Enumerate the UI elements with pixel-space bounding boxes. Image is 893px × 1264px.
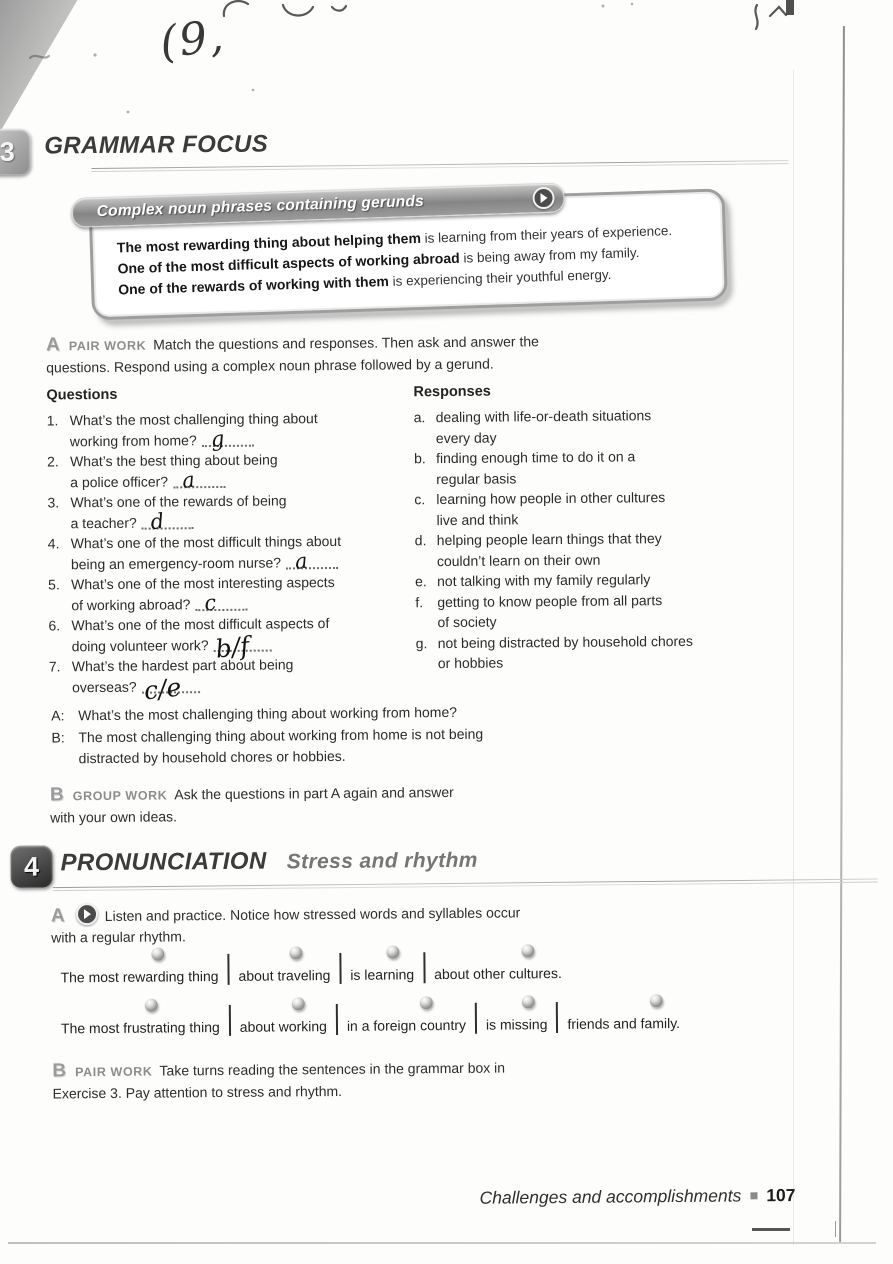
question-item: 7. What’s the hardest part about being overseas? c/e [48, 656, 294, 706]
question-number: 2. [46, 453, 59, 470]
page-number: 107 [766, 1184, 796, 1206]
grammar-example: One of the rewards of working with them is experiencing their youthful energy. [117, 266, 612, 298]
pair-work-label: PAIR WORK [75, 1064, 153, 1080]
instruction-line: Take turns reading the sentences in the grammar box in [159, 1059, 506, 1079]
questions-heading: Questions [46, 386, 118, 404]
section-number-badge [0, 129, 31, 175]
question-item: 4. What’s one of the most difficult things about being an emergency-room nurse? a [47, 532, 342, 574]
handwritten-answer: a [293, 548, 309, 574]
response-item: e. not talking with my family regularly [415, 568, 798, 592]
section-3-header [0, 123, 890, 191]
answer-blank [202, 426, 254, 452]
page-footer [480, 1185, 796, 1209]
response-item: b. finding enough time to do it on a regular basis [414, 445, 797, 489]
handwritten-answer: a [180, 467, 196, 493]
question-item: 6. What’s one of the most difficult aspects of doing volunteer work? b/f [48, 615, 330, 664]
handwritten-answer: b/f [214, 631, 251, 664]
answer-blank [195, 590, 247, 616]
response-item: a. dealing with life-or-death situations every day [414, 404, 797, 448]
listening-instructions [51, 898, 671, 948]
stress-bullet [521, 995, 534, 1008]
instruction-line: Ask the questions in part A again and answer [174, 783, 454, 803]
answer-blank [173, 467, 225, 493]
match-exercise [46, 381, 799, 706]
question-item: 1. What’s the most challenging thing about working from home? g [46, 410, 318, 452]
part-letter: B [52, 1060, 67, 1082]
header-rule [91, 160, 788, 172]
part-letter: B [49, 784, 64, 806]
stress-bullet [521, 944, 534, 957]
answer-blank [286, 548, 338, 574]
question-number: 4. [47, 535, 60, 552]
question-number: 3. [47, 494, 60, 511]
question-item: 5. What’s one of the most interesting aspects of working abroad? c [48, 573, 335, 616]
response-letter: c. [414, 491, 426, 508]
handwritten-answer: c/e [142, 672, 183, 706]
questions-column [46, 384, 416, 706]
instruction-line: with your own ideas. [50, 808, 178, 826]
instruction-line: questions. Respond using a complex noun phrase followed by a gerund. [46, 355, 494, 376]
section-title: PRONUNCIATION Stress and rhythm [60, 847, 478, 877]
stress-bullet [292, 997, 305, 1010]
instruction-line: Exercise 3. Pay attention to stress and rhythm. [52, 1082, 343, 1102]
stress-chunk: is learning [340, 944, 424, 987]
response-letter: d. [414, 532, 427, 549]
question-number: 1. [46, 412, 59, 429]
stress-chunk: is missing [476, 994, 558, 1037]
handwritten-answer: c [203, 590, 218, 616]
response-letter: a. [413, 409, 426, 426]
instruction-line: Listen and practice. Notice how stressed words and syllables occur [104, 904, 521, 924]
stress-chunk: The most rewarding thing [60, 946, 228, 989]
chapter-title: Challenges and accomplishments [479, 1185, 742, 1208]
footer-separator-square [750, 1192, 757, 1199]
section-4-header [2, 838, 893, 906]
speaker-label: B: [51, 728, 65, 745]
response-item: f. getting to know people from all parts of society [415, 588, 798, 632]
example-dialogue [51, 701, 612, 770]
stress-sentence [60, 943, 572, 989]
response-item: c. learning how people in other cultures live and think [414, 486, 797, 530]
grammar-box [89, 188, 728, 320]
instruction-line: Match the questions and responses. Then ask and answer the [153, 333, 539, 353]
stress-chunk: about working [229, 996, 337, 1039]
handwritten-answer: d [149, 508, 166, 535]
section-title: GRAMMAR FOCUS [44, 130, 269, 160]
response-letter: e. [415, 573, 427, 590]
question-number: 6. [48, 617, 61, 634]
stress-bullet [650, 994, 663, 1007]
stress-chunk: in a foreign country [337, 995, 476, 1038]
speaker-label: A: [51, 707, 65, 724]
question-item: 3. What’s one of the rewards of being a teacher? d [47, 492, 287, 535]
response-item: g. not being distracted by household chores or hobbies [416, 629, 799, 673]
question-item: 2. What’s the best thing about being a police officer? a [46, 451, 278, 493]
handwritten-note: (9, [157, 10, 229, 69]
stress-chunk: about other cultures. [424, 943, 572, 986]
part-a-instructions [46, 329, 626, 378]
stress-bullet [151, 947, 164, 960]
part-letter: A [45, 334, 60, 356]
stress-bullet [420, 996, 433, 1009]
section-subtitle: Stress and rhythm [286, 848, 478, 874]
question-number: 7. [48, 658, 61, 675]
stress-chunk: friends and family. [557, 993, 690, 1036]
answer-blank [214, 631, 272, 664]
pair-work-label: PAIR WORK [68, 338, 147, 354]
instruction-line: with a regular rhythm. [51, 928, 186, 946]
response-item: d. helping people learn things that they couldn’t learn on their own [415, 527, 798, 571]
answer-blank [142, 672, 200, 706]
grammar-box-title: Complex noun phrases containing gerunds [96, 192, 425, 221]
answer-blank [142, 508, 194, 535]
group-work-label: GROUP WORK [72, 788, 168, 804]
stress-sentence [61, 993, 690, 1040]
section-number: 3 [0, 136, 15, 167]
grammar-example: One of the most difficult aspects of working abroad is being away from my family. [117, 245, 640, 277]
response-letter: b. [413, 450, 426, 467]
section-number: 4 [23, 851, 40, 882]
dialogue-line: B: The most challenging thing about working from home is not being distracted by household chores or hobbies. [51, 722, 611, 770]
header-rule [53, 879, 878, 892]
handwritten-answer: g [209, 426, 226, 452]
responses-column [413, 381, 799, 694]
pair-work-instructions [52, 1055, 652, 1104]
grammar-example: The most rewarding thing about helping them is learning from their years of experience. [116, 223, 673, 256]
stress-chunk: The most frustrating thing [61, 997, 230, 1040]
stress-bullet [386, 945, 399, 958]
section-number-badge [10, 845, 52, 887]
stress-chunk: about traveling [228, 945, 340, 988]
response-letter: g. [415, 634, 428, 651]
stress-bullet [145, 999, 158, 1012]
part-letter: A [50, 905, 65, 927]
response-letter: f. [415, 593, 424, 610]
part-b-instructions [50, 779, 630, 828]
question-number: 5. [48, 576, 60, 593]
responses-heading: Responses [413, 383, 491, 401]
play-icon [532, 187, 555, 210]
play-icon [76, 903, 98, 925]
dialogue-line: A: What’s the most challenging thing about working from home? [51, 701, 611, 727]
stress-bullet [290, 946, 303, 959]
